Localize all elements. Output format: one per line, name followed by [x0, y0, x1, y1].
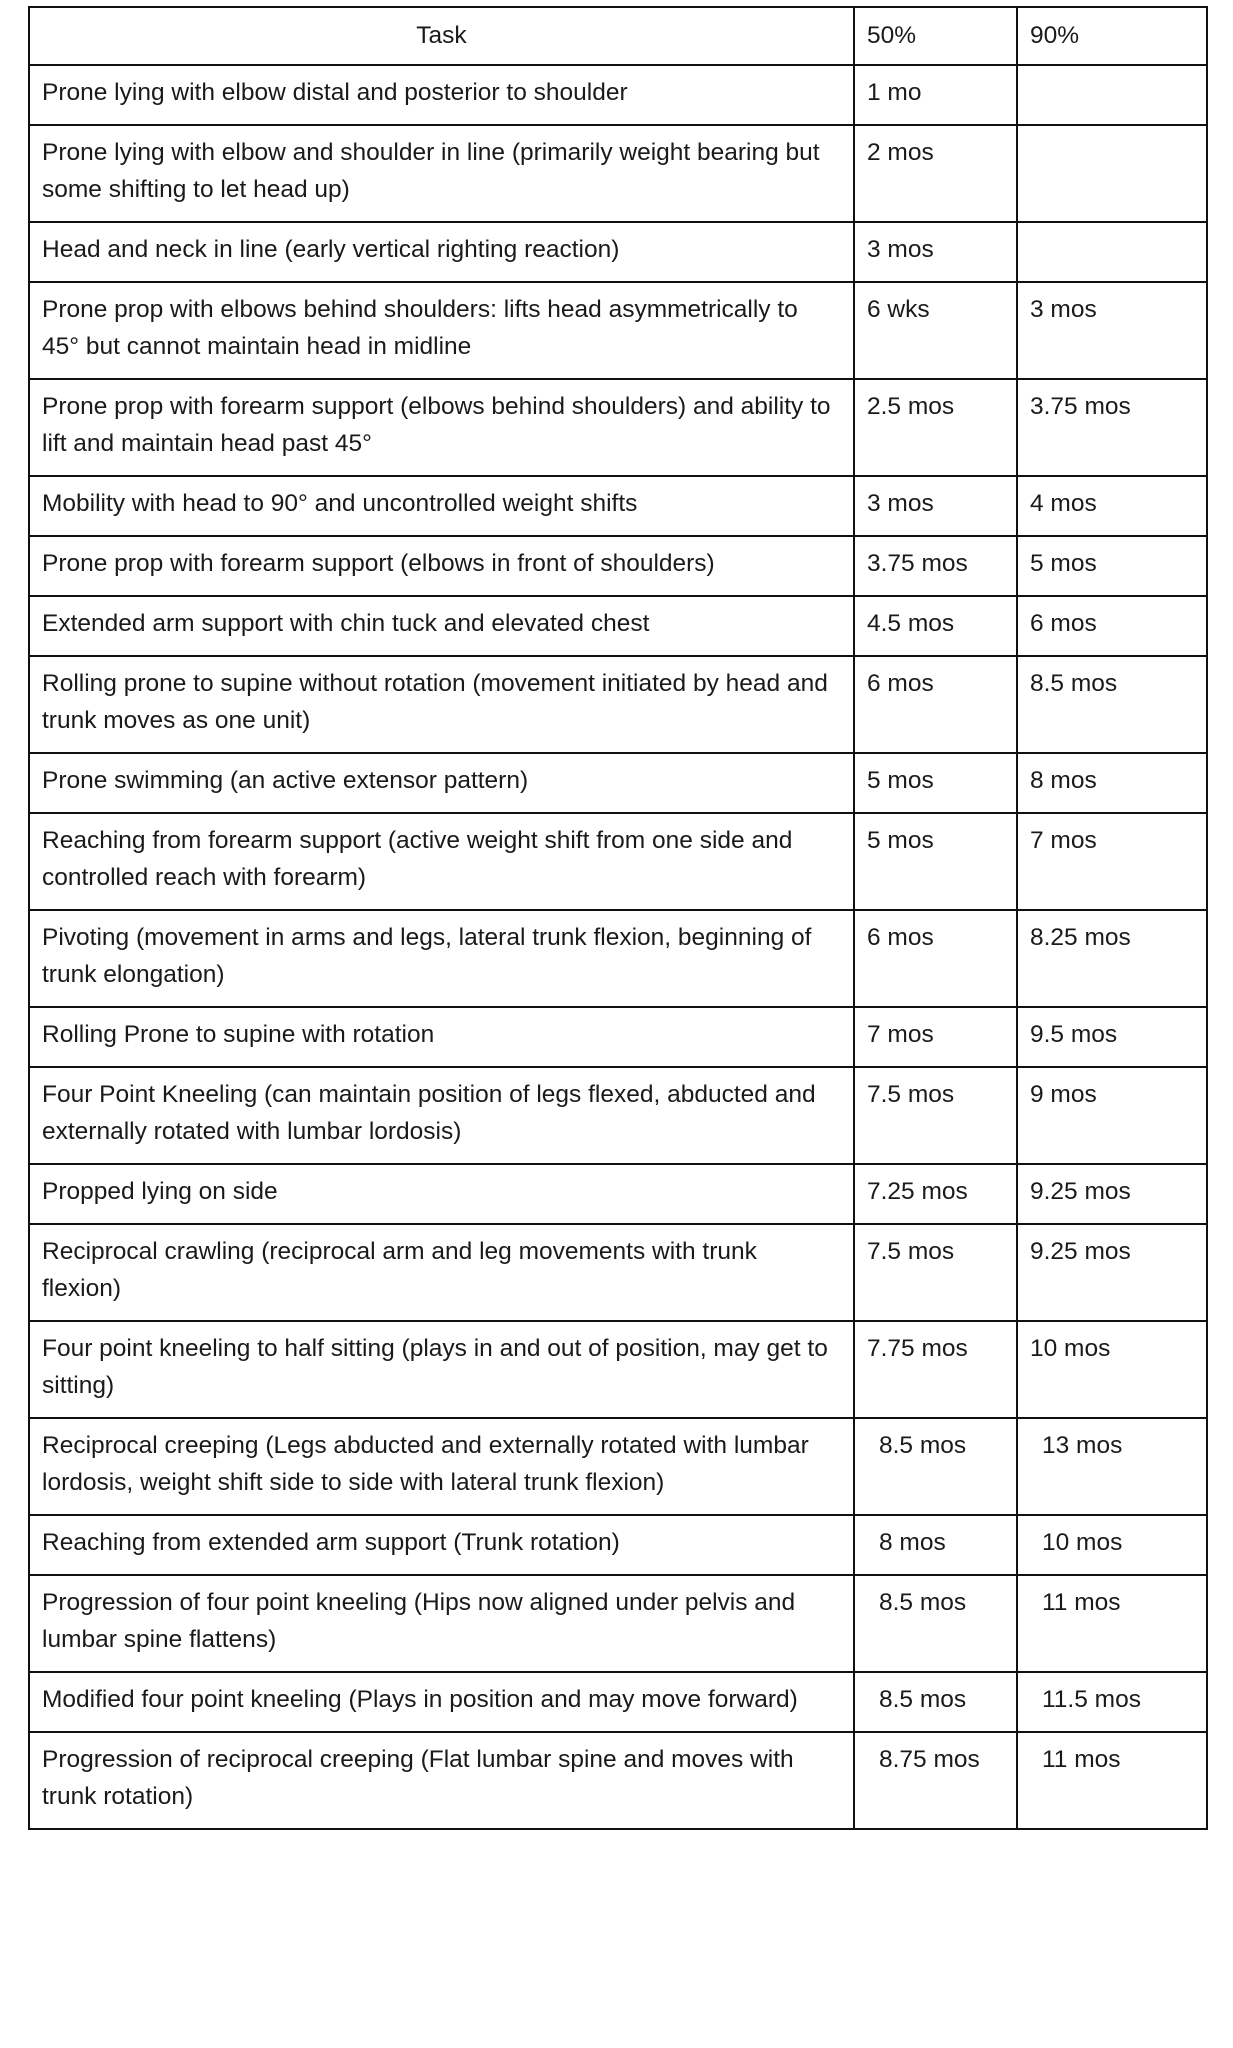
- age-50-percent-cell: 6 wks: [854, 282, 1017, 379]
- task-cell: Extended arm support with chin tuck and elevated chest: [29, 596, 854, 656]
- header-task: Task: [29, 7, 854, 65]
- age-50-percent-cell: 7.5 mos: [854, 1067, 1017, 1164]
- table-row: [29, 1672, 1207, 1732]
- table-row: [29, 536, 1207, 596]
- table-row: [29, 125, 1207, 222]
- table-row: [29, 282, 1207, 379]
- task-cell: Progression of four point kneeling (Hips now aligned under pelvis and lumbar spine flattens): [29, 1575, 854, 1672]
- age-50-percent-cell: 7.5 mos: [854, 1224, 1017, 1321]
- age-50-percent-cell: 5 mos: [854, 813, 1017, 910]
- table-row: [29, 656, 1207, 753]
- task-cell: Prone prop with elbows behind shoulders: lifts head asymmetrically to 45° but cannot maintain head in midline: [29, 282, 854, 379]
- table-row: [29, 65, 1207, 125]
- age-50-percent-cell: 3 mos: [854, 222, 1017, 282]
- age-50-percent-cell: 7.75 mos: [854, 1321, 1017, 1418]
- task-cell: Reciprocal creeping (Legs abducted and externally rotated with lumbar lordosis, weight shift side to side with lateral trunk flexion): [29, 1418, 854, 1515]
- task-cell: Propped lying on side: [29, 1164, 854, 1224]
- age-90-percent-cell: 6 mos: [1017, 596, 1207, 656]
- age-50-percent-cell: 6 mos: [854, 910, 1017, 1007]
- task-cell: Rolling Prone to supine with rotation: [29, 1007, 854, 1067]
- task-cell: Prone lying with elbow distal and posterior to shoulder: [29, 65, 854, 125]
- age-90-percent-cell: [1017, 125, 1207, 222]
- task-cell: Four point kneeling to half sitting (plays in and out of position, may get to sitting): [29, 1321, 854, 1418]
- task-cell: Modified four point kneeling (Plays in position and may move forward): [29, 1672, 854, 1732]
- task-cell: Prone swimming (an active extensor pattern): [29, 753, 854, 813]
- age-50-percent-cell: 5 mos: [854, 753, 1017, 813]
- age-50-percent-cell: 8.75 mos: [854, 1732, 1017, 1829]
- age-50-percent-cell: 3 mos: [854, 476, 1017, 536]
- age-90-percent-cell: 8.25 mos: [1017, 910, 1207, 1007]
- table-row: [29, 1007, 1207, 1067]
- table-row: [29, 1164, 1207, 1224]
- milestones-table: [28, 6, 1208, 1830]
- task-cell: Head and neck in line (early vertical righting reaction): [29, 222, 854, 282]
- age-90-percent-cell: 9.25 mos: [1017, 1224, 1207, 1321]
- task-cell: Pivoting (movement in arms and legs, lateral trunk flexion, beginning of trunk elongation): [29, 910, 854, 1007]
- age-90-percent-cell: 3.75 mos: [1017, 379, 1207, 476]
- age-90-percent-cell: 13 mos: [1017, 1418, 1207, 1515]
- age-90-percent-cell: 8.5 mos: [1017, 656, 1207, 753]
- task-cell: Four Point Kneeling (can maintain position of legs flexed, abducted and externally rotated with lumbar lordosis): [29, 1067, 854, 1164]
- table-row: [29, 753, 1207, 813]
- age-50-percent-cell: 6 mos: [854, 656, 1017, 753]
- task-cell: Reaching from extended arm support (Trunk rotation): [29, 1515, 854, 1575]
- age-50-percent-cell: 1 mo: [854, 65, 1017, 125]
- table-header-row: [29, 7, 1207, 65]
- age-50-percent-cell: 7 mos: [854, 1007, 1017, 1067]
- table-row: [29, 596, 1207, 656]
- age-50-percent-cell: 2.5 mos: [854, 379, 1017, 476]
- age-90-percent-cell: [1017, 222, 1207, 282]
- table-row: [29, 1224, 1207, 1321]
- task-cell: Reaching from forearm support (active weight shift from one side and controlled reach with forearm): [29, 813, 854, 910]
- age-90-percent-cell: 4 mos: [1017, 476, 1207, 536]
- age-90-percent-cell: 9.5 mos: [1017, 1007, 1207, 1067]
- table-row: [29, 1321, 1207, 1418]
- table-row: [29, 1067, 1207, 1164]
- header-50-percent: 50%: [854, 7, 1017, 65]
- age-50-percent-cell: 4.5 mos: [854, 596, 1017, 656]
- age-50-percent-cell: 8.5 mos: [854, 1418, 1017, 1515]
- table-row: [29, 379, 1207, 476]
- table-row: [29, 1515, 1207, 1575]
- task-cell: Progression of reciprocal creeping (Flat lumbar spine and moves with trunk rotation): [29, 1732, 854, 1829]
- header-90-percent: 90%: [1017, 7, 1207, 65]
- task-cell: Prone lying with elbow and shoulder in line (primarily weight bearing but some shifting to let head up): [29, 125, 854, 222]
- age-90-percent-cell: 10 mos: [1017, 1515, 1207, 1575]
- task-cell: Prone prop with forearm support (elbows behind shoulders) and ability to lift and maintain head past 45°: [29, 379, 854, 476]
- age-50-percent-cell: 8.5 mos: [854, 1672, 1017, 1732]
- task-cell: Mobility with head to 90° and uncontrolled weight shifts: [29, 476, 854, 536]
- age-90-percent-cell: 11 mos: [1017, 1732, 1207, 1829]
- table-row: [29, 476, 1207, 536]
- age-90-percent-cell: 8 mos: [1017, 753, 1207, 813]
- table-row: [29, 1575, 1207, 1672]
- age-90-percent-cell: 9 mos: [1017, 1067, 1207, 1164]
- age-90-percent-cell: 9.25 mos: [1017, 1164, 1207, 1224]
- age-90-percent-cell: [1017, 65, 1207, 125]
- age-50-percent-cell: 2 mos: [854, 125, 1017, 222]
- age-90-percent-cell: 11.5 mos: [1017, 1672, 1207, 1732]
- table-row: [29, 1732, 1207, 1829]
- age-50-percent-cell: 8 mos: [854, 1515, 1017, 1575]
- task-cell: Reciprocal crawling (reciprocal arm and leg movements with trunk flexion): [29, 1224, 854, 1321]
- table-row: [29, 910, 1207, 1007]
- age-90-percent-cell: 5 mos: [1017, 536, 1207, 596]
- table-row: [29, 222, 1207, 282]
- age-90-percent-cell: 3 mos: [1017, 282, 1207, 379]
- age-90-percent-cell: 10 mos: [1017, 1321, 1207, 1418]
- task-cell: Rolling prone to supine without rotation (movement initiated by head and trunk moves as one unit): [29, 656, 854, 753]
- age-90-percent-cell: 7 mos: [1017, 813, 1207, 910]
- table-row: [29, 813, 1207, 910]
- table-row: [29, 1418, 1207, 1515]
- age-50-percent-cell: 3.75 mos: [854, 536, 1017, 596]
- age-50-percent-cell: 7.25 mos: [854, 1164, 1017, 1224]
- age-50-percent-cell: 8.5 mos: [854, 1575, 1017, 1672]
- age-90-percent-cell: 11 mos: [1017, 1575, 1207, 1672]
- task-cell: Prone prop with forearm support (elbows in front of shoulders): [29, 536, 854, 596]
